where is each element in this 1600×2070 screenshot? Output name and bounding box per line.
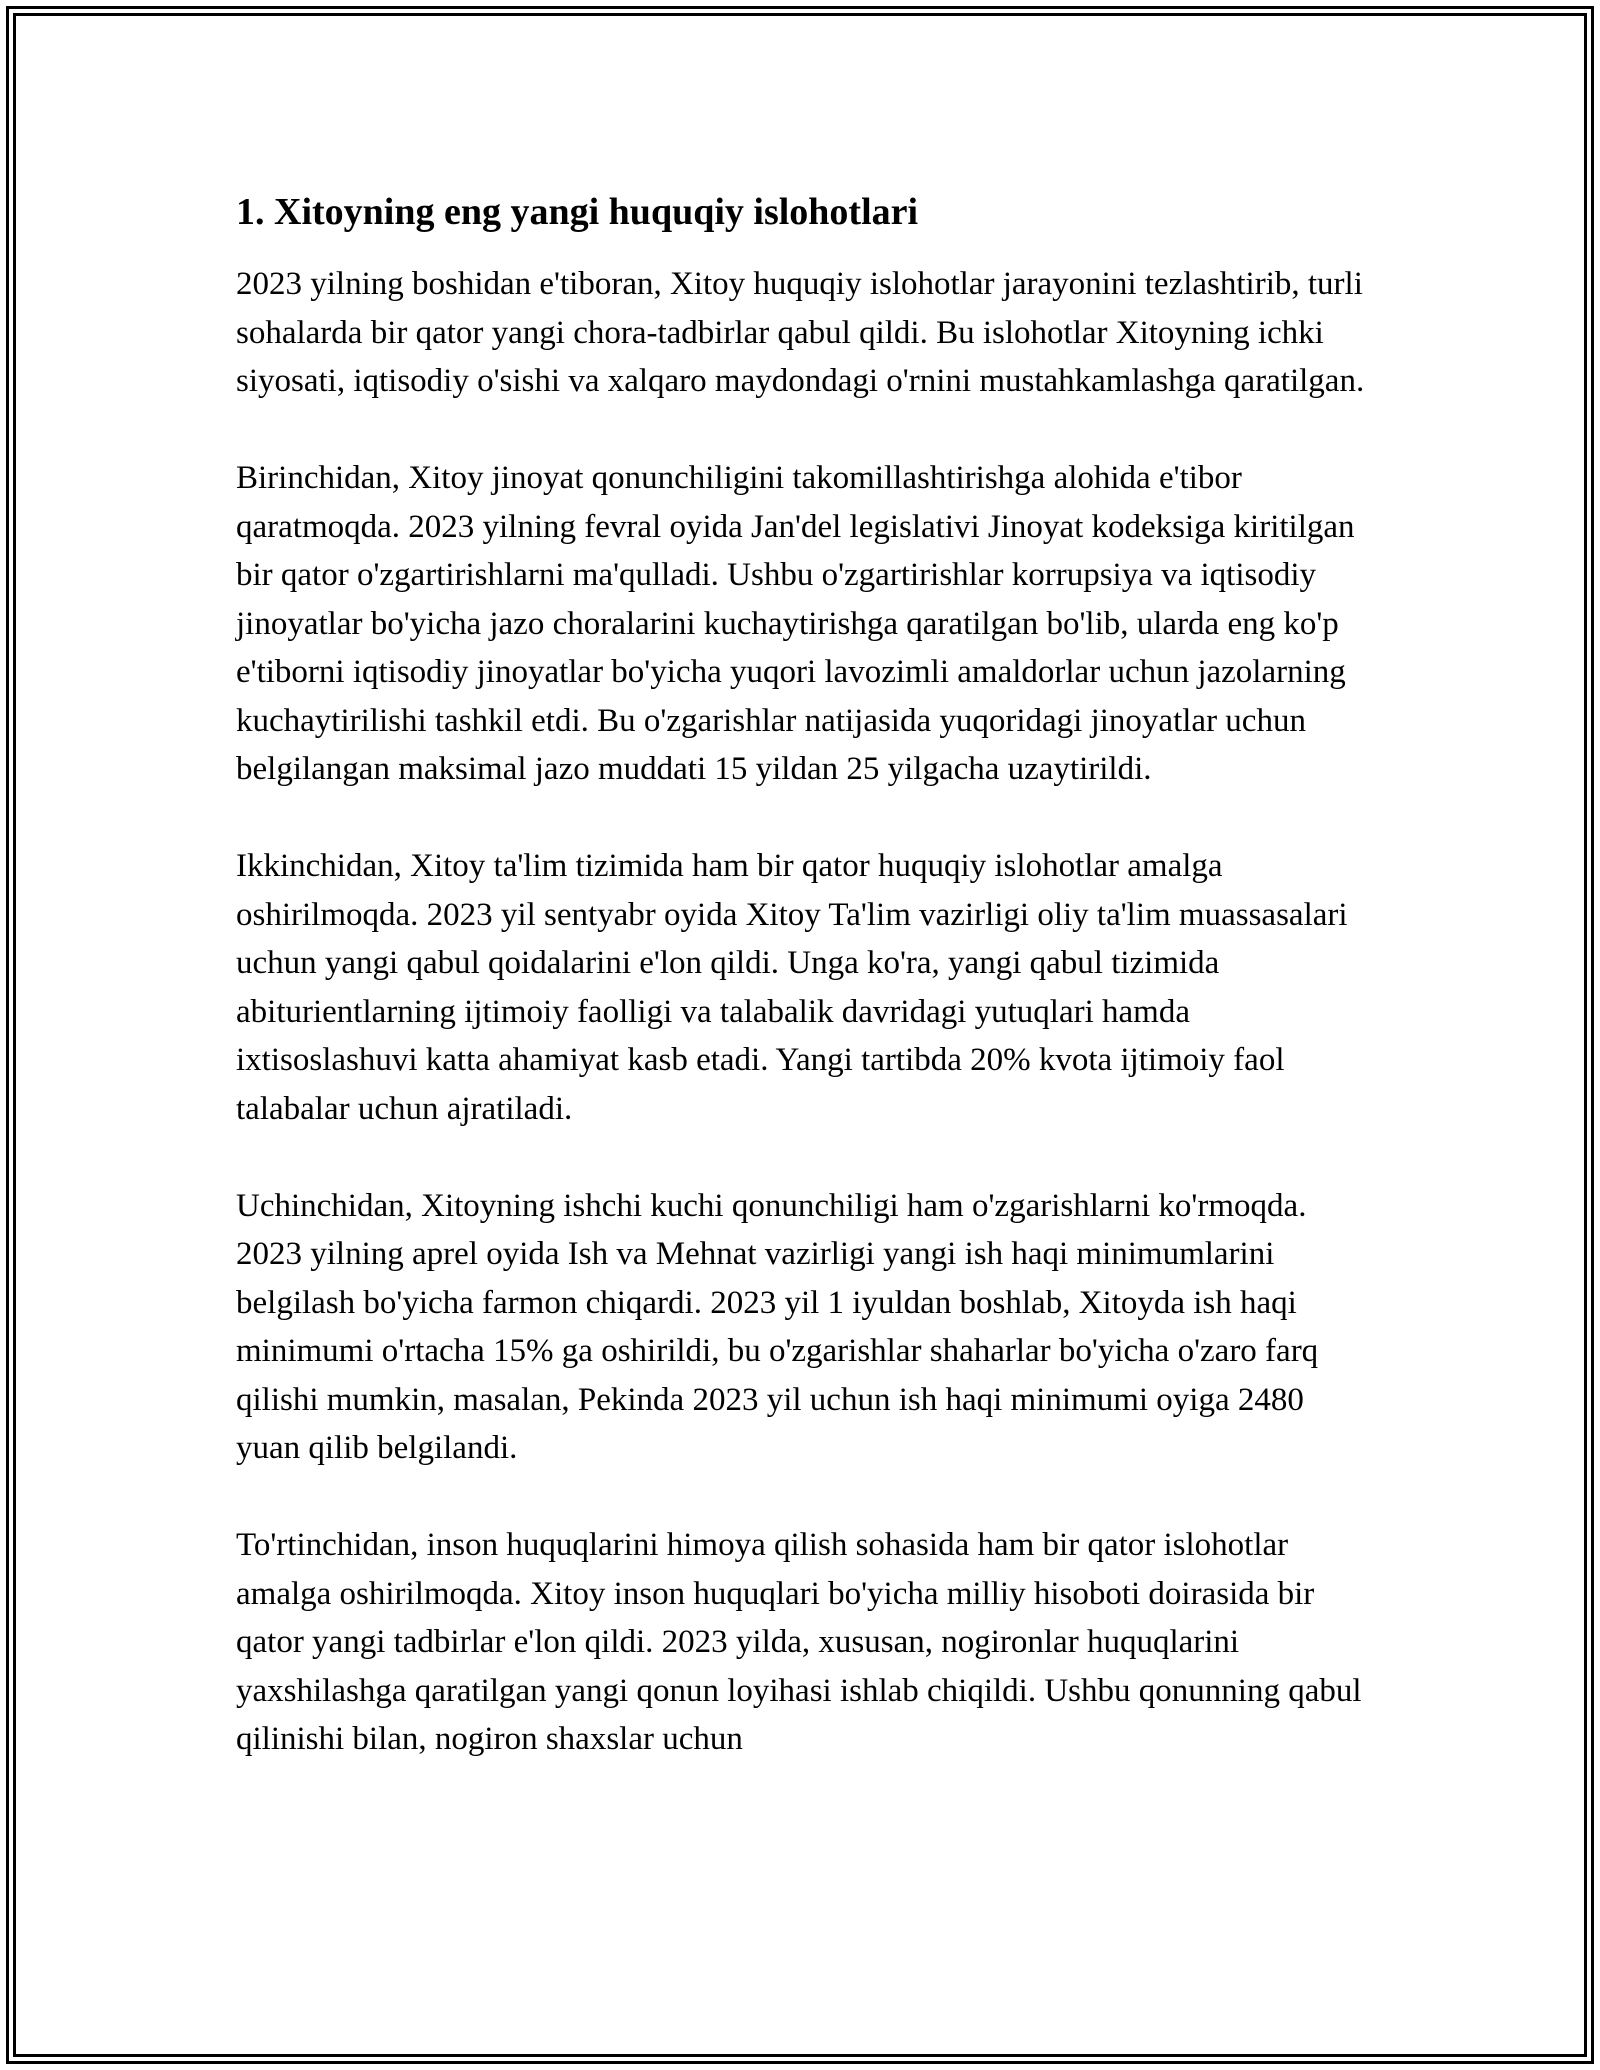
paragraph-third: Uchinchidan, Xitoyning ishchi kuchi qonunchiligi ham o'zgarishlarni ko'rmoqda. 2023 yilning aprel oyida Ish va Mehnat vazirligi yangi ish haqi minimumlarini belgilash bo'yicha farmon chiqardi. 2023 yil 1 iyuldan boshlab, Xitoyda ish haqi minimumi o'rtacha 15% ga oshirildi, bu o'zgarishlar shaharlar bo'yicha o'zaro farq qilishi mumkin, masalan, Pekinda 2023 yil uchun ish haqi minimumi oyiga 2480 yuan qilib belgilandi. (236, 1187, 1319, 1466)
paragraph-fourth: To'rtinchidan, inson huquqlarini himoya qilish sohasida ham bir qator islohotlar amalga oshirilmoqda. Xitoy inson huquqlari bo'yicha milliy hisoboti doirasida bir qator yangi tadbirlar e'lon qildi. 2023 yilda, xususan, nogironlar huquqlarini yaxshilashga qaratilgan yangi qonun loyihasi ishlab chiqildi. Ushbu qonunning qabul qilinishi bilan, nogiron shaxslar uchun (236, 1527, 1362, 1757)
paragraph-first: Birinchidan, Xitoy jinoyat qonunchiligini takomillashtirishga alohida e'tibor qaratmoqda. 2023 yilning fevral oyida Jan'del legislativi Jinoyat kodeksiga kiritilgan bir qator o'zgartirishlarni ma'qulladi. Ushbu o'zgartirishlar korrupsiya va iqtisodiy jinoyatlar bo'yicha jazo choralarini kuchaytirishga qaratilgan bo'lib, ularda eng ko'p e'tiborni iqtisodiy jinoyatlar bo'yicha yuqori lavozimli amaldorlar uchun jazolarning kuchaytirilishi tashkil etdi. Bu o'zgarishlar natijasida yuqoridagi jinoyatlar uchun belgilangan maksimal jazo muddati 15 yildan 25 yilgacha uzaytirildi. (236, 460, 1355, 787)
paragraph-second: Ikkinchidan, Xitoy ta'lim tizimida ham bir qator huquqiy islohotlar amalga oshirilmoqda. 2023 yil sentyabr oyida Xitoy Ta'lim vazirligi oliy ta'lim muassasalari uchun yangi qabul qoidalarini e'lon qildi. Unga ko'ra, yangi qabul tizimida abiturientlarning ijtimoiy faolligi va talabalik davridagi yutuqlari hamda ixtisoslashuvi katta ahamiyat kasb etadi. Yangi tartibda 20% kvota ijtimoiy faol talabalar uchun ajratiladi. (236, 848, 1348, 1127)
section-heading: 1. Xitoyning eng yangi huquqiy islohotlari (236, 191, 919, 233)
paragraph-intro: 2023 yilning boshidan e'tiboran, Xitoy huquqiy islohotlar jarayonini tezlashtirib, turli sohalarda bir qator yangi chora-tadbirlar qabul qildi. Bu islohotlar Xitoyning ichki siyosati, iqtisodiy o'sishi va xalqaro maydondagi o'rnini mustahkamlashga qaratilgan. (236, 266, 1365, 399)
document-body (236, 188, 1370, 1812)
